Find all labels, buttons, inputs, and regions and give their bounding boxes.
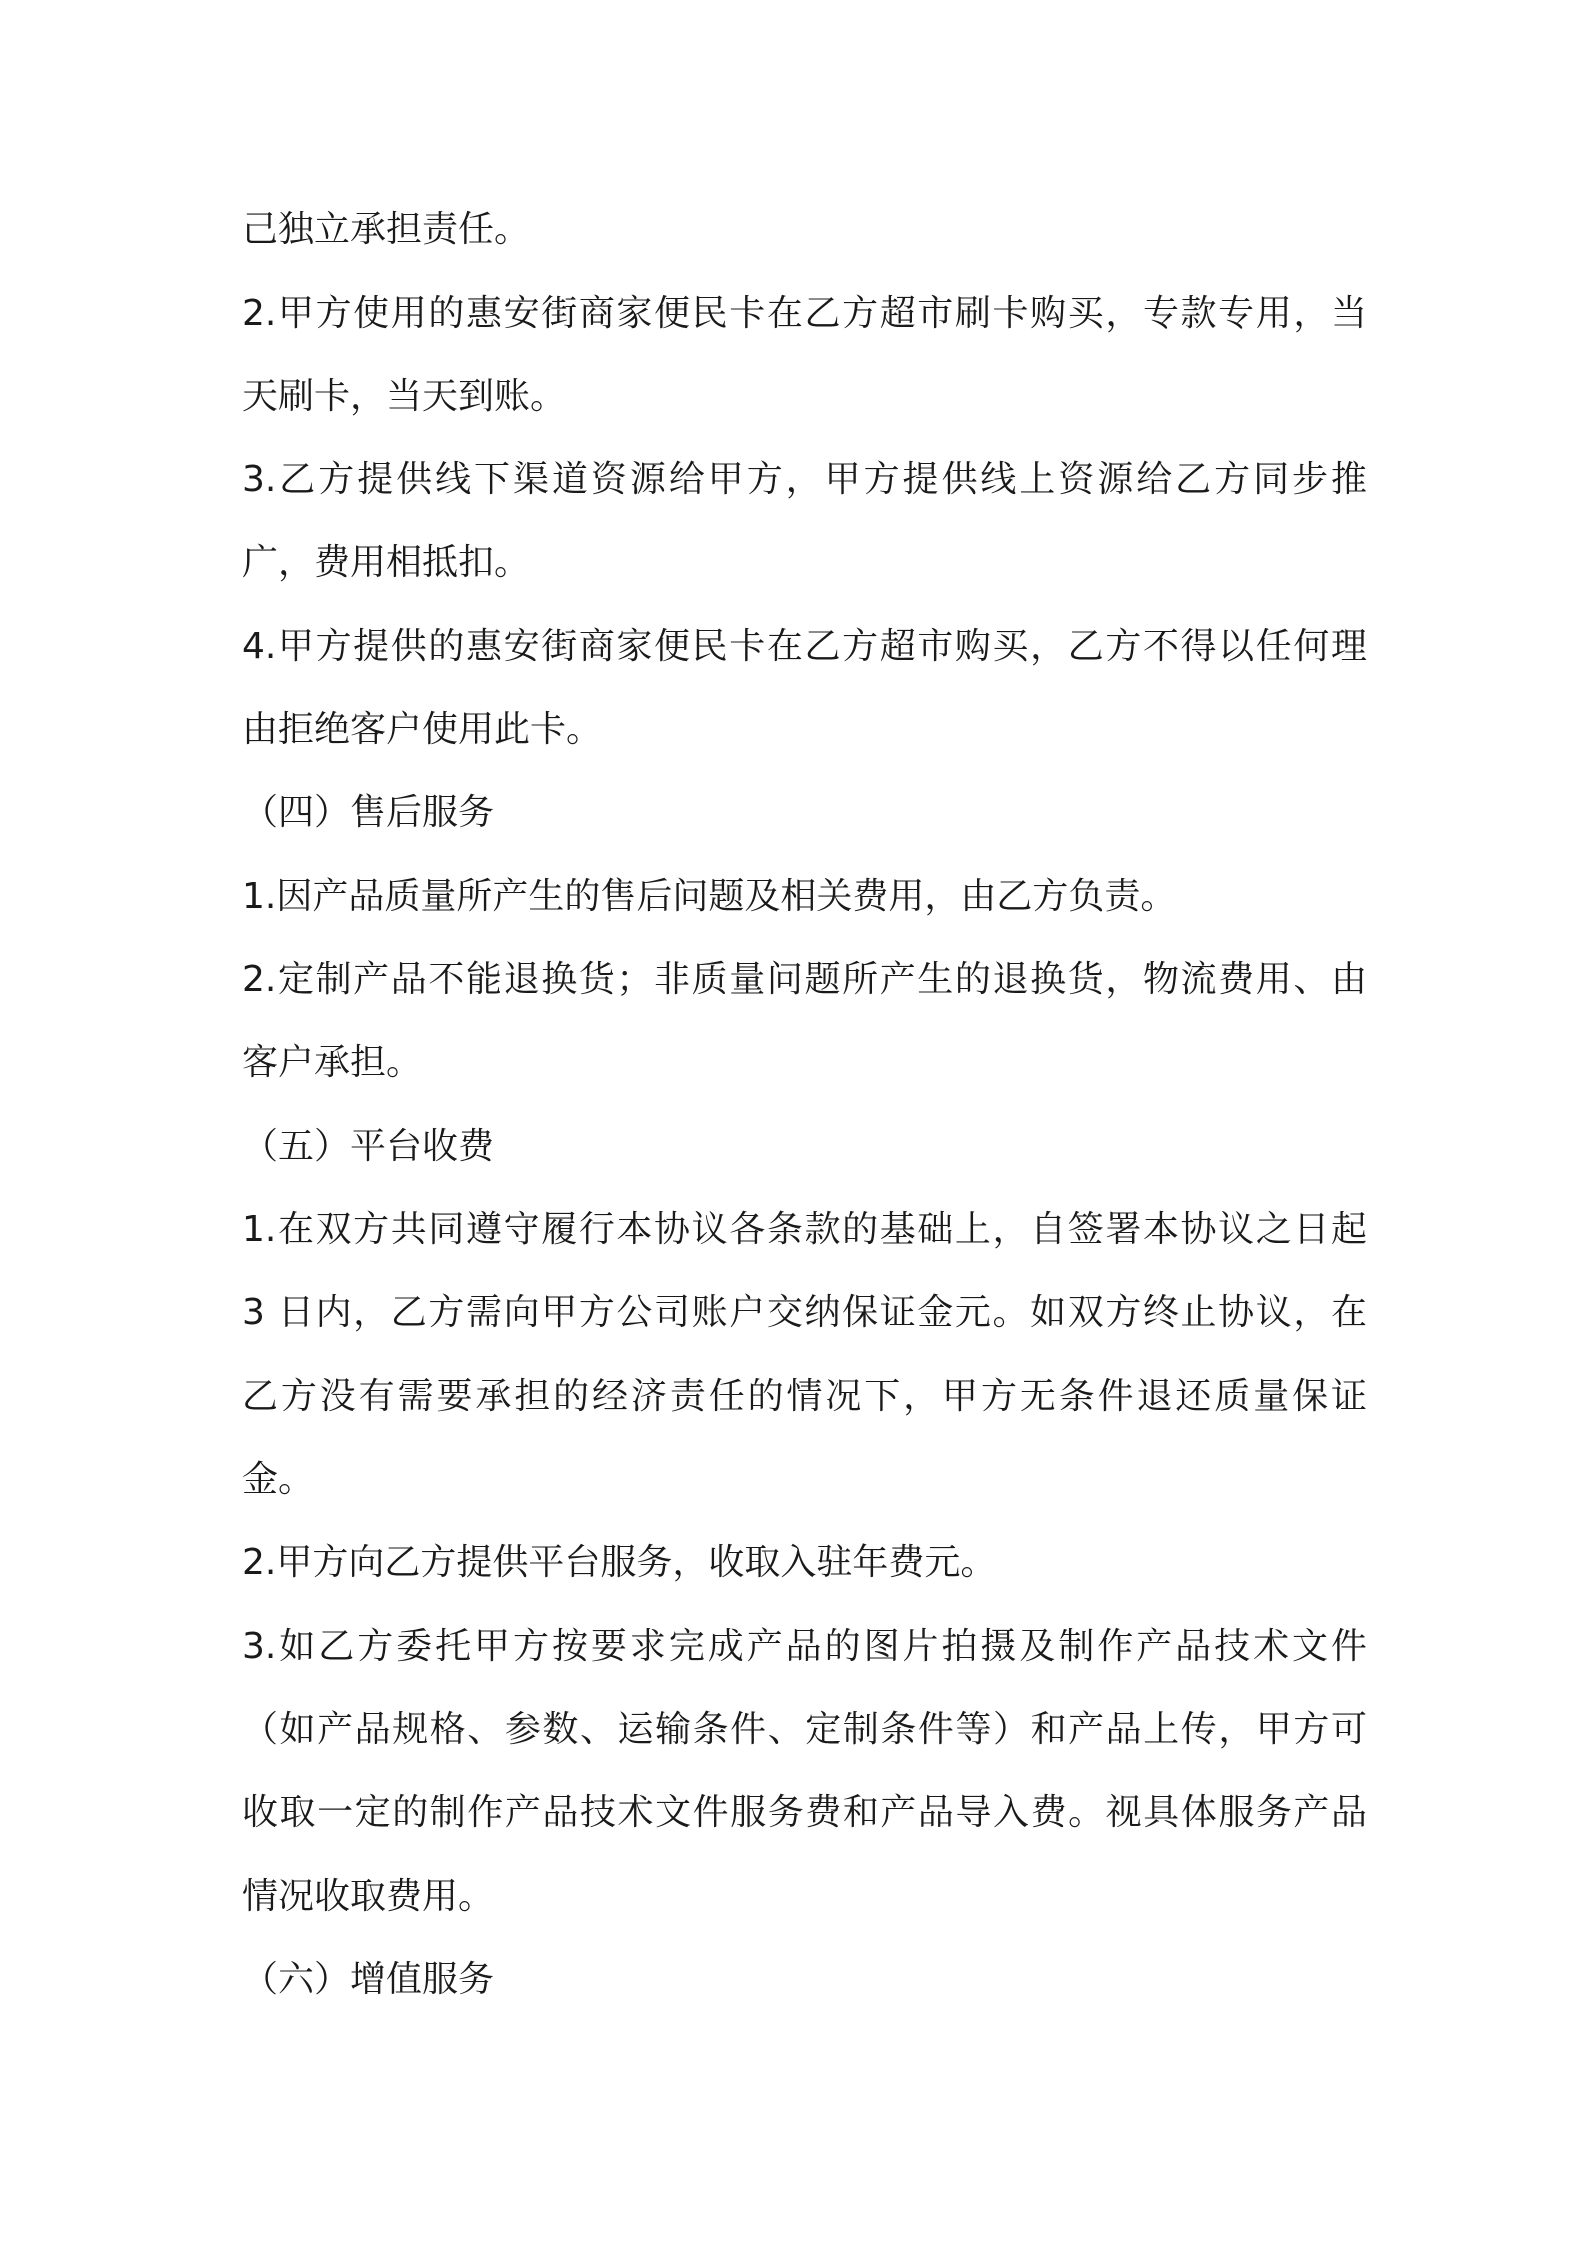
paragraph-line: 2.甲方向乙方提供平台服务，收取入驻年费元。 — [242, 1542, 997, 1583]
paragraph-line: 金。 — [242, 1459, 315, 1500]
paragraph-line: （如产品规格、参数、运输条件、定制条件等）和产品上传，甲方可 — [242, 1709, 1367, 1750]
section-heading: （四）售后服务 — [242, 792, 495, 833]
section-heading: （六）增值服务 — [242, 1959, 495, 2000]
paragraph-line: 广，费用相抵扣。 — [242, 542, 531, 583]
paragraph-line: 己独立承担责任。 — [242, 209, 531, 250]
paragraph-line: 3.乙方提供线下渠道资源给甲方，甲方提供线上资源给乙方同步推 — [242, 459, 1367, 500]
paragraph-line: 3 日内，乙方需向甲方公司账户交纳保证金元。如双方终止协议，在 — [242, 1292, 1367, 1333]
paragraph-line: 4.甲方提供的惠安街商家便民卡在乙方超市购买，乙方不得以任何理 — [242, 626, 1367, 667]
paragraph-line: 1.在双方共同遵守履行本协议各条款的基础上，自签署本协议之日起 — [242, 1209, 1367, 1250]
paragraph-line: 客户承担。 — [242, 1042, 423, 1083]
paragraph-line: 收取一定的制作产品技术文件服务费和产品导入费。视具体服务产品 — [242, 1792, 1367, 1833]
paragraph-line: 情况收取费用。 — [242, 1876, 495, 1917]
paragraph-line: 1.因产品质量所产生的售后问题及相关费用，由乙方负责。 — [242, 876, 1177, 917]
paragraph-line: 2.定制产品不能退换货；非质量问题所产生的退换货，物流费用、由 — [242, 959, 1367, 1000]
paragraph-line: 2.甲方使用的惠安街商家便民卡在乙方超市刷卡购买，专款专用，当 — [242, 293, 1367, 334]
paragraph-line: 3.如乙方委托甲方按要求完成产品的图片拍摄及制作产品技术文件 — [242, 1626, 1367, 1667]
paragraph-line: 乙方没有需要承担的经济责任的情况下，甲方无条件退还质量保证 — [242, 1376, 1367, 1417]
paragraph-line: 天刷卡，当天到账。 — [242, 376, 567, 417]
paragraph-line: 由拒绝客户使用此卡。 — [242, 709, 603, 750]
section-heading: （五）平台收费 — [242, 1126, 495, 1167]
